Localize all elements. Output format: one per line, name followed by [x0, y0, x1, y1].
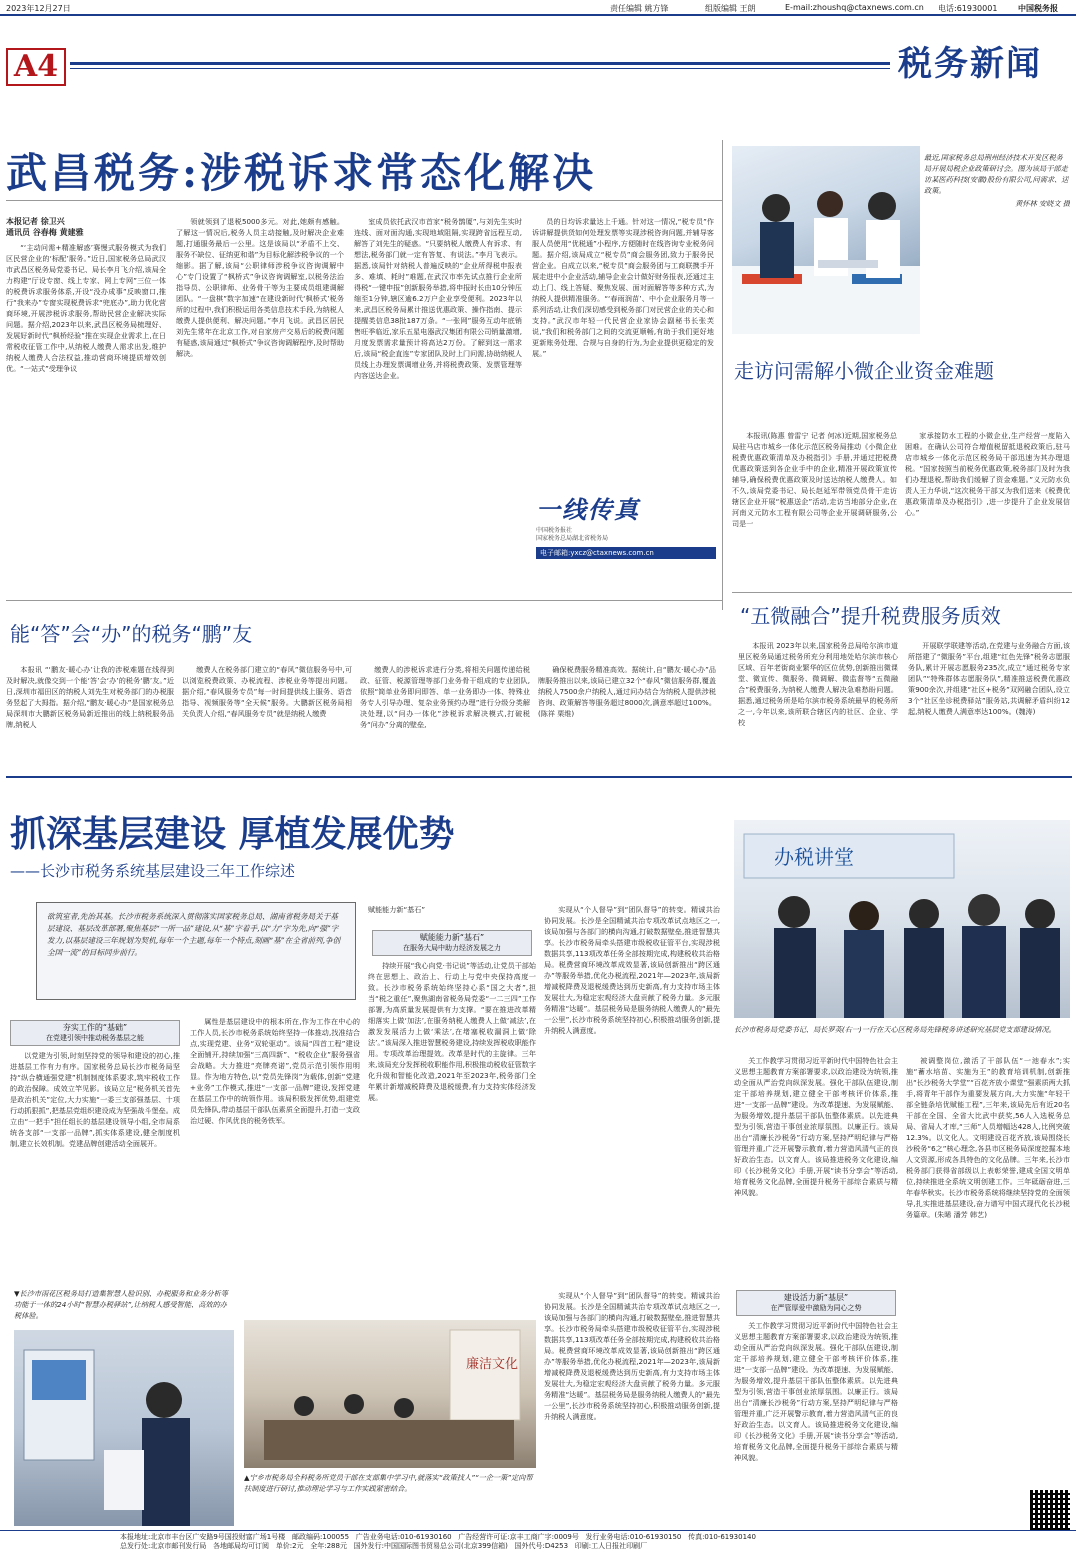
- services-col2: [908, 640, 1070, 766]
- section-title: 税务新闻: [898, 44, 1042, 84]
- footer-overseas: 国外发行:中国国际图书贸易总公司(北京399信箱): [353, 1542, 508, 1550]
- services-text1: 本报讯 2023年以来,国家税务总局哈尔滨市道里区税务局通过税务所充分利用地处哈尔滨市核心区域、百年老街商业繁华的区位优势,创新推出微课堂、微宣传、微服务、微调解、微监督等“五微融合”税费服务,为纳税人缴费人解决急难愁盼问题。据悉,通过税务所是哈尔滨市税务系统最早的税务所之一,今年以来,该所联合辖区内的社区、企业、学校: [738, 641, 898, 727]
- feature-text3-lead: 赋能能力新“基石”: [368, 905, 426, 914]
- feature-col5: [734, 1055, 898, 1287]
- feature-subhead3-title: 建设活力新“基层”: [783, 1293, 849, 1302]
- feature-text4b: 实现从“个人督导”到“团队督导”的转变。精诚共治协同发展。长沙是全国精诚共治专项改革试点地区之一,该局加强与各部门的横向沟通,打破数据壁垒,推进智慧共享。长沙市税务局牵头搭建市级税收征管平台,实现涉税数据共享,113项改革任务全部按期完成,构建税收共治格局。税费营商环境改革成效显著,该局创新推出“跨区通办”等服务举措,优化办税流程,2021年—2023年,该局新增减税降费及退税缓费达到历史新高,有力支持市场主体发展壮大,为稳定宏观经济大盘贡献了税务力量。多元服务精准“达暖”。基层税务局是服务纳税人缴费人的“最先一公里”,长沙市税务系统坚持初心,积极推动服务创新,提升纳税人满意度。: [544, 1291, 720, 1421]
- lab-photo-credit: 黄怀林 安晓文 摄: [1015, 199, 1070, 208]
- feature-subtitle: ——长沙市税务系统基层建设三年工作综述: [10, 862, 296, 880]
- page-number: A4: [13, 49, 59, 84]
- lab-photo-caption-text: 最近,国家税务总局荆州经济技术开发区税务局开展局税企业政策研讨会。图为该局干部走访某医药科技(安徽)股份有限公司,问需求、送政策。: [924, 153, 1069, 195]
- feature-title: 抓深基层建设 厚植发展优势: [10, 814, 455, 855]
- article1-text3: 室成员依托武汉市首家“税务鹊厦”,与刘先生实时连线、面对面沟通,实现地域阻隔,实现跨省远程互动,解答了刘先生的疑惑。“只要纳税人缴费人有诉求、有想法,税务部门就一定有答复、有说法。”李月飞表示。据悉,该局针对纳税人普遍反映的“企业所得税申报表多、难填、耗时”难题,在武汉市率先试点推行企业所得税“一键申报”创新服务举措,将申报时长由10分钟压缩至1分钟,辖区逾6.2万户企业享受便利。2023年以来,武昌区税务局累计推送优惠政策、操作指南、提示提醒类信息38批187万条。“一张网”服务互动年底销售旺季临近,家乐五星电器武汉集团有限公司销量激增,月度发票需求量预计将高达2万份。了解到这一需求后,该局“税企直连”专家团队及时上门问需,协助纳税人员线上办理发票调增业务,并将税费政策、发票管理等内容送达企业。: [354, 217, 522, 380]
- footer-dist-phone: 发行业务电话:010-61930150: [585, 1533, 682, 1541]
- divider: [6, 600, 722, 601]
- bay-title: 能“答”会“办”的税务“鹏”友: [10, 622, 253, 646]
- section-rule-thin: [70, 68, 890, 69]
- services-title: “五微融合”提升税费服务质效: [740, 604, 1001, 628]
- bay-text3: 缴费人的涉税诉求进行分类,将相关问题传递给税政、征管、税源管理等部门业务骨干组成的专业团队,依照“简单业务即问即答、单一业务即办一体、特殊业务专人引导办理、复杂业务预约办理”进行分级分类解决处理,以“问办一体化”涉税诉求解决模式,打破税务“问办”分离的壁垒,: [360, 665, 530, 729]
- study-photo-caption: ▲宁乡市税务局全科税务所党员干部在支部集中学习中,就落实“政策找人”“一企一策”定向帮扶制度进行研讨,推动理论学习与工作实践紧密结合。: [244, 1473, 533, 1493]
- feature-col5b: [734, 1320, 898, 1526]
- feature-text1: 以党建为引领,时刻坚持党的领导和建设的初心,推进基层工作有力有序。国家税务总局长沙市税务局坚持“纵合横通强党建”机制制度体系要求,筑牢税收工作的政治保障。成效立竿见影。该局立足“税务机关首先是政治机关”定位,大力实施“一委三支部强基层、十项行动抓狠抓”,把基层党组织建设成为坚强战斗堡垒。成立由“一把手”担任组长的基层建设领导小组,全市局系统各支部“一支部一品牌”,抓实体系建设,健全制度机制,建立长效机制。党建品牌创建活动全面展开。: [10, 1051, 180, 1148]
- bay-text2: 缴费人在税务部门建立的“春风”微信服务号中,可以浏览税费政策、办税流程、涉税业务等提出问题。据介绍,“春风服务专员”每一时间提供线上服务、语音指导、视频服务等“全天候”服务。大鹏新区税务局相关负责人介绍,“春风服务专员”就是纳税人缴费: [182, 665, 352, 718]
- bay-text4: 确保税费服务精准高效。据统计,自“鹏友·暖心办”品牌服务推出以来,该局已建立32个“春风”微信服务群,覆盖纳税人7500余户纳税人,通过问办结合为纳税人提供涉税咨询、政策解答等服务超过8000次,满意率超过100%。(陈祥 栗维): [538, 665, 716, 718]
- issue-date: 2023年12月27日: [6, 4, 71, 13]
- article1-col1: [6, 216, 166, 576]
- lab-photo: [732, 146, 920, 334]
- bay-col1: [6, 664, 174, 768]
- fax-logo: 一线传真: [536, 495, 640, 524]
- feature-subhead3: [736, 1290, 896, 1316]
- feature-col3-head: [368, 904, 536, 926]
- feature-subhead1-title: 夯实工作的“基础”: [62, 1023, 128, 1032]
- feature-text2: 属性是基层建设中的根本所在,作为工作在中心的工作人员,长沙市税务系统始终坚持一体推动,找准结合点,实现党建、业务“双轮驱动”。该局“四首工程”建设全面铺开,持续加强“三高四新”、“税收企业”服务强省会战略。大力推进“亮牌亮诺”,党员示范引领作用明显。作为地方特色,以“党员先锋岗”为载体,创新“党建+业务”工作模式,推进“一支部一品牌”建设,发挥党建在基层工作中的统领作用。该局积极发挥优势,组建党员先锋队,带动基层干部队伍素质全面提升,打造一支政治过硬、作风优良的税务铁军。: [190, 1017, 360, 1125]
- feature-col3: [368, 960, 536, 1280]
- feature-col1: [10, 1050, 180, 1280]
- editor-credit: 责任编辑 姚方锋: [610, 4, 669, 13]
- footer: [120, 1533, 1070, 1551]
- footer-subscribe: 各地邮局均可订阅: [213, 1542, 270, 1550]
- feature-text5: 关工作教学习贯彻习近平新时代中国特色社会主义思想主题教育方案部署要求,以政治建设为统领,推动全面从严治党向纵深发展。强化干部队伍建设,制定干部培养规划,建立健全干部考核评价体系,推进“一支部一品牌”建设。为改革提速、为发展赋能、为服务增效,提升基层干部队伍整体素质。以先进典型为引领,营造干事创业浓厚氛围。以廉正行。该局出台“清廉长沙税务”行动方案,坚持严明纪律与严格管理并重,广泛开展警示教育,着力营造风清气正的良好政治生态。以文育人。该局推进税务文化建设,编印《长沙税务文化》手册,开展“读书分享会”等活动,培育税务文化品牌,全面提升税务干部综合素质与精神风貌。: [734, 1056, 898, 1197]
- kiosk-photo: [14, 1330, 234, 1526]
- footer-annual: 全年:288元: [310, 1542, 347, 1550]
- article1-title: 武昌税务:涉税诉求常态化解决: [6, 149, 597, 197]
- feature-text6: 被调整岗位,激活了干部队伍“一池春水”;实施“蓄水培苗、实施为王”的教育培训机制,创新推出“长沙税务大学堂”“百花齐放小课堂”强素质两大抓手,将青年干部作为重要发展方向,大力实施“年轻干部全链条培优赋能工程”,三年来,该局先后有近20名干部在全国、全省大比武中获奖,56人入选税务总局、省局人才库,“三师”人员增幅达428人,比例突破12.3%。以文化人。文明建设百花齐放,该局围绕长沙税务“6之”核心理念,各县市区税务局深度挖掘本地人文资源,形成各具特色的文化品牌。三年来,长沙市税务部门获得省部级以上表彰荣誉,建成全国文明单位,持续推进全系统文明创建工作。三年砥砺奋进,三年春华秋实。长沙市税务系统将继续坚持党的全面领导,扎实推进基层建设,奋力谱写中国式现代化长沙税务篇章。(朱晞 潘芳 韩艺): [906, 1056, 1070, 1219]
- divider: [732, 592, 1072, 593]
- layout-editor-credit: 组版编辑 王朗: [705, 4, 756, 13]
- feature-col4: [544, 904, 720, 1284]
- study-photo: [244, 1320, 536, 1468]
- paper-name: 中国税务报: [1018, 4, 1058, 13]
- footer-price: 单价:2元: [275, 1542, 304, 1550]
- feature-text3: 持续开展“我心向党·书记说”等活动,让党员干部始终在思想上、政治上、行动上与党中央保持高度一致。长沙市税务系统始终坚持心系“国之大者”,担当“税之重任”,聚焦湖南省税务局党委“一二三四”工作部署,为高质量发展提供有力支撑。“要在推进改革精细落实上做‘加法’,在服务纳税人缴费人上做‘减法’,在激发发展活力上做‘乘法’,在堵塞税收漏洞上做‘除法’。”该局深入推进智慧税务建设,持续发挥税收职能作用。专项改革治理提效。改革是时代的主旋律。三年来,该局充分发挥税收职能作用,积极推动税收征管数字化升级和智能化改造,2021年至2023年,税务部门全年累计新增减税降费及退税缓费,有力支持实体经济发展。: [368, 961, 536, 1102]
- bay-col2: [182, 664, 352, 768]
- section-divider: [6, 776, 1072, 778]
- services-col1: [738, 640, 898, 766]
- feature-subhead1-sub: 在党建引领中推动税务基层之能: [46, 1034, 144, 1042]
- article1-text4: 员的日均诉求量达上千通。针对这一情况,“税专员”作诉讲解提供货如何处理发票等实现涉税咨询问题,并辅导客服人员使用“优税通”小程序,方便随时在线咨询专业税务问题。据介绍,该局成立“税专员”商会服务团,致力于服务民营企业。自成立以来,“税专员”商会服务团与工商联携手开展走进中小企业活动,辅导企业会计做好财务报表,还通过主动上门、线上答疑、聚焦发展、面对面解答等多种方式,为纳税人提供精准服务。“‘春雨润苗’、中小企业服务月等一系列活动,让我们深切感受到税务部门对民营企业的关心和支持。”武汉市年轻一代民营企业家协会副秘书长张芙说,“我们和税务部门之间的交流更顺畅,有助于我们更好地更新账务处理、合规与自身的行为,为企业提供更稳定的发展。”: [532, 217, 714, 358]
- feature-subhead2: [372, 930, 532, 956]
- fax-org1: 中国税务报社: [536, 527, 573, 534]
- interview-text2: 家承接防水工程的小微企业,生产经营一度陷入困难。在确认公司符合增值税留抵退税政策后,驻马店市城乡一体化示范区税务局干部迅速为其办理退税。“国家按照当前税务优惠政策,税务部门及时为我们办理退税,帮助我们缓解了资金难题。”义元防水负责人王力华说,“这次税务干部又为我们送来《税费优惠政策清单及办税指引》,进一步提升了企业发展信心。”: [905, 431, 1070, 517]
- feature-col6: [906, 1055, 1070, 1525]
- article1-byline2: 通讯员 谷春梅 黄建雅: [6, 228, 84, 237]
- feature-col2: [190, 1016, 360, 1280]
- article1-byline1: 本报记者 徐卫兴: [6, 217, 65, 226]
- interview-text1: 本报讯(陈惠 曾雷宁 记者 何冰)近期,国家税务总局驻马店市城乡一体化示范区税务局推动《小微企业税费优惠政策清单及办税指引》手册,并通过把税费优惠政策送到各企业手中的企业,精准开展政策宣传辅导,确保税费优惠政策及时送达纳税人缴费人。如不久,该局党委书记、局长赵延军带领党员骨干走访辖区企业开展“税惠送企”活动,走访当地部分企业,在河南义元防水工程有限公司等企业开展调研服务,公司是一: [732, 431, 897, 528]
- bay-col4: [538, 664, 716, 768]
- footer-overseas-code: 国外代号:D4253: [514, 1542, 569, 1550]
- divider: [6, 200, 722, 201]
- interview-title: 走访问需解小微企业资金难题: [734, 359, 994, 383]
- interview-col2: [905, 430, 1070, 588]
- column-divider: [722, 140, 723, 610]
- feature-text5b: 关工作教学习贯彻习近平新时代中国特色社会主义思想主题教育方案部署要求,以政治建设为统领,推动全面从严治党向纵深发展。强化干部队伍建设,制定干部培养规划,建立健全干部考核评价体系,推进“一支部一品牌”建设。为改革提速、为发展赋能、为服务增效,提升基层干部队伍整体素质。以先进典型为引领,营造干事创业浓厚氛围。以廉正行。该局出台“清廉长沙税务”行动方案,坚持严明纪律与严格管理并重,广泛开展警示教育,着力营造风清气正的良好政治生态。以文育人。该局推进税务文化建设,编印《长沙税务文化》手册,开展“读书分享会”等活动,培育税务文化品牌,全面提升税务干部综合素质与精神风貌。: [734, 1321, 898, 1462]
- meeting-photo-caption: 长沙市税务局党委书记、局长罗英(右一)一行在天心区税务局先锋税务讲述研究基层党支部建设情况。: [734, 1025, 1056, 1034]
- article1-col4: [532, 216, 714, 486]
- editor-phone: 电话:61930001: [938, 4, 998, 13]
- footer-print: 印刷:工人日报社印刷厂: [574, 1542, 648, 1550]
- article1-text2: 领就领到了退税5000多元。对此,她颇有感触。了解这一情况后,税务人员主动接触,及时解决企业难题,打通服务最后一公里。这是该局以“矛盾不上交、服务不缺位、征纳更和谐”为目标化解涉税争议的一个缩影。据了解,该局“公职律师涉税争议咨询调解中心”专门设置了“枫桥式”争议咨询调解室,以税务法治指导员、公职律师、业务骨干等为主要成员组建调解团队。“一盘棋”数字加速“在建设新时代‘枫桥式’税务所的过程中,我们积极运用各类信息技术手段,为纳税人缴费人提供便利、解决问题。”李月飞说。武昌区居民刘先生常年在北京工作,对自家房产交易后的税费问题有疑惑,该局通过“枫桥式”争议咨询调解程序,及时帮助解决。: [176, 217, 344, 358]
- footer-postcode: 邮政编码:100055: [291, 1533, 350, 1541]
- editor-email[interactable]: E-mail:zhoushq@ctaxnews.com.cn: [785, 3, 924, 12]
- lab-photo-caption: [924, 152, 1070, 332]
- feature-intro: 欲筑室者,先治其基。长沙市税务系统深入贯彻落实国家税务总局、湖南省税务局关于基层建设、基层改革部署,聚焦基层“一所一品”建设,从“基”字着手,以“力”字为先,向“强”字发力,以基层建设三年规划为契机,每年一个主题,每年一个特点,刻画“基”在全省前列,争创全国一流”的目标同步前行。: [47, 912, 341, 957]
- page-number-box: [6, 48, 66, 86]
- qr-code[interactable]: [1030, 1490, 1070, 1530]
- footer-ad-license: 广告经营许可证:京丰工商广字:0009号: [458, 1533, 579, 1541]
- footer-dist-chief: 总发行处:北京市邮刊发行局: [120, 1542, 207, 1550]
- meeting-photo: [734, 820, 1070, 1018]
- footer-rule: [0, 1530, 1076, 1531]
- article1-col2: [176, 216, 344, 576]
- services-text2: 开展联学联建等活动,在党建与业务融合方面,该所搭建了“微服务”平台,组建“红色先锋”税务志愿服务队,累计开展志愿服务235次,成立“通过税务专家团队”“特殊群体志愿服务队”,精准推送税费优惠政策900余次,并组建“社区+税务”双网融合团队,设立3个“社区坐诊税费驿站”服务站,共调解矛盾纠纷12起,纳税人缴费人满意率达100%。(魏涛): [908, 641, 1070, 716]
- feature-subhead1: [10, 1020, 180, 1046]
- feature-col4b: [544, 1290, 720, 1526]
- fax-org2: 国家税务总局湖北省税务局: [536, 535, 609, 542]
- feature-subhead3-sub: 在严管厚爱中激励为同心之势: [770, 1304, 862, 1312]
- article1-text1: “‘主动问需+精准解惑’赛慢式服务模式为我们区民营企业的‘标配’服务。”近日,国家税务总局武汉市武昌区税务局党委书记、局长李月飞介绍,该局全力构建“厅设专窗、线上专家、网上专网”三位一体的税费诉求服务体系,开设“没办成事”反映窗口,推行“我来办”专窗实现税费诉求“兜底办”,助力优化营商环境,开展涉税诉求服务,帮助民营企业解决实际问题。据介绍,2023年以来,武昌区税务局梳理好、发展好新时代“枫桥经验”推在实现企业需求上,在日常税收征管工作中,从纳税人缴费人需求出发,维护纳税人缴费人合法权益,推动营商环境提质增效创优。“一站式”受理争议: [6, 243, 166, 373]
- footer-address: 本报地址:北京市丰台区广安路9号国投财富广场1号楼: [120, 1533, 286, 1541]
- banner-text: 办税讲堂: [774, 845, 854, 869]
- feature-intro-box: [36, 902, 356, 1000]
- interview-col1: [732, 430, 897, 588]
- masthead-bar: [0, 0, 1076, 16]
- kiosk-photo-caption: ▼长沙市雨花区税务局打造集智慧人脸识别、办税服务和业务分析等功能于一体的24小时“智慧办税驿站”,让纳税人感受智能、高效的办税体验。: [14, 1289, 228, 1320]
- fax-email[interactable]: 电子邮箱:yxcz@ctaxnews.com.cn: [536, 547, 716, 559]
- section-rule: [70, 62, 890, 65]
- feature-subhead2-title: 赋能能力新“基石”: [419, 933, 485, 942]
- footer-fax: 传真:010-61930140: [688, 1533, 756, 1541]
- fax-logo-block: [536, 490, 716, 574]
- bay-text1: 本报讯 “‘鹏友·暖心办’让我的涉税难题在线得到及时解决,就像交到一个能‘答’会‘办’的税务‘鹏’友。”近日,深圳市福田区的纳税人刘先生对税务部门的办税服务竖起了大拇指。据介绍,“鹏友·暖心办”是国家税务总局深圳市大鹏新区税务局新近推出的线上纳税服务品牌,纳税人: [6, 665, 174, 729]
- footer-ad-phone: 广告业务电话:010-61930160: [355, 1533, 452, 1541]
- bay-col3: [360, 664, 530, 768]
- feature-text4: 实现从“个人督导”到“团队督导”的转变。精诚共治协同发展。长沙是全国精诚共治专项改革试点地区之一,该局加强与各部门的横向沟通,打破数据壁垒,推进智慧共享。长沙市税务局牵头搭建市级税收征管平台,实现涉税数据共享,113项改革任务全部按期完成,构建税收共治格局。税费营商环境改革成效显著,该局创新推出“跨区通办”等服务举措,优化办税流程,2021年—2023年,该局新增减税降费及退税缓费达到历史新高,有力支持市场主体发展壮大,为稳定宏观经济大盘贡献了税务力量。多元服务精准“达暖”。基层税务局是服务纳税人缴费人的“最先一公里”,长沙市税务系统坚持初心,积极推动服务创新,提升纳税人满意度。: [544, 905, 720, 1035]
- feature-subhead2-sub: 在服务大局中助力经济发展之力: [403, 944, 501, 952]
- study-photo-sign: 廉洁文化: [466, 1357, 519, 1372]
- article1-col3: [354, 216, 522, 576]
